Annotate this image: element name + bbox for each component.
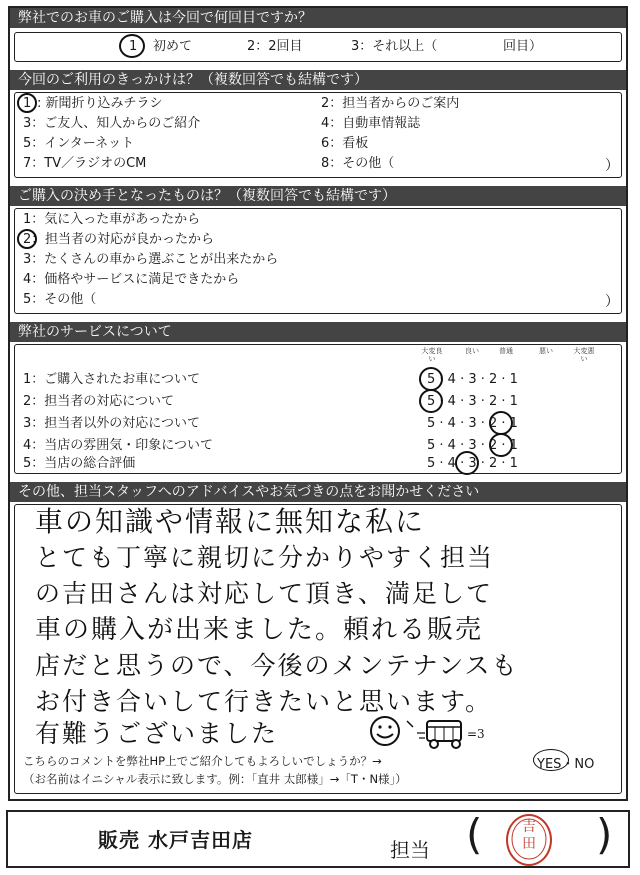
rating-scale[interactable]: 5 · 4 · 3 · 2 · 1 <box>427 394 518 409</box>
scale-label-very-bad: 大変悪い <box>573 347 595 363</box>
scale-label-average: 普通 <box>499 347 513 355</box>
scale-label-good: 良い <box>465 347 479 355</box>
section-deciding-factor-heading: ご購入の決め手となったものは？（複数回答でも結構です） <box>10 186 626 206</box>
footer-box <box>6 810 630 868</box>
section-service-heading: 弊社のサービスについて <box>10 322 626 342</box>
option-liked-car[interactable]: 1：気に入った車があったから <box>23 212 201 227</box>
option-price-service[interactable]: 4：価格やサービスに満足できたから <box>23 272 240 287</box>
option-car-magazine[interactable]: 4：自動車情報誌 <box>321 116 421 131</box>
option-first-time[interactable]: 初めて <box>153 39 193 54</box>
seal-text: 吉田 <box>522 819 536 852</box>
shop-name: 販売 水戸吉田店 <box>98 828 253 852</box>
selected-yes-circle <box>533 749 569 771</box>
rating-scale[interactable]: 5 · 4 · 3 · 2 · 1 <box>427 416 518 431</box>
section-purchase-count-heading: 弊社でのお車のご購入は今回で何回目ですか？ <box>10 8 626 28</box>
option-number: 2： <box>23 232 45 247</box>
rating-scale[interactable]: 5 · 4 · 3 · 2 · 1 <box>427 438 518 453</box>
deciding-factor-box <box>14 208 622 314</box>
selected-circle <box>119 34 145 58</box>
comments-box[interactable] <box>14 504 622 794</box>
rating-item-other-staff: 3：担当者以外の対応について <box>23 416 201 431</box>
close-paren: ） <box>605 294 619 310</box>
service-rating-box <box>14 344 622 474</box>
selected-circle-5 <box>419 367 443 391</box>
comment-line-5: 店だと思うので、今後のメンテナンスも <box>35 651 519 680</box>
selected-circle-4 <box>455 451 479 475</box>
staff-close-paren: ) <box>596 810 613 859</box>
option-second-time[interactable]: 2：2回目 <box>247 39 303 54</box>
rating-item-atmosphere: 4：当店の雰囲気・印象について <box>23 438 214 453</box>
comment-line-6: お付き合いして行きたいと思います。 <box>35 687 493 716</box>
staff-seal-stamp <box>506 814 552 866</box>
option-more[interactable]: 3：それ以上（ <box>351 39 438 54</box>
initial-display-note: （お名前はイニシャル表示に致します。例：「直井 太郎様」→「T・N様」） <box>23 772 407 786</box>
section-trigger-heading: 今回のご利用のきっかけは？（複数回答でも結構です） <box>10 70 626 90</box>
purchase-count-box <box>14 32 622 62</box>
close-paren: ） <box>605 158 619 174</box>
option-internet[interactable]: 5：インターネット <box>23 136 135 151</box>
smiley-car-doodle-icon <box>367 713 517 753</box>
staff-open-paren: ( <box>466 810 483 859</box>
comment-line-1: 車の知識や情報に無知な私に <box>35 505 426 538</box>
trigger-box <box>14 92 622 178</box>
scale-label-very-good: 大変良い <box>421 347 443 363</box>
option-staff-guidance[interactable]: 2：担当者からのご案内 <box>321 96 460 111</box>
rating-scale[interactable]: 5 · 4 · 3 · 2 · 1 <box>427 372 518 387</box>
selected-circle-3 <box>489 433 513 457</box>
rating-item-staff: 2：担当者の対応について <box>23 394 175 409</box>
option-newspaper-flyer[interactable]: : 新聞折り込みチラシ <box>37 96 163 111</box>
comment-line-3: の吉田さんは対応して頂き、満足して <box>35 579 494 608</box>
staff-label: 担当 <box>390 838 430 862</box>
comment-line-7: 有難うございました <box>35 719 279 748</box>
doodle-puff-text: =3 <box>467 727 485 741</box>
option-signboard[interactable]: 6：看板 <box>321 136 369 151</box>
selected-circle <box>17 93 37 113</box>
option-more-count: 回目） <box>503 39 543 54</box>
option-other[interactable]: 5：その他（ <box>23 292 97 307</box>
selected-circle <box>17 229 37 249</box>
rating-item-car: 1：ご購入されたお車について <box>23 372 201 387</box>
option-tv-radio[interactable]: 7：TV／ラジオのCM <box>23 156 147 171</box>
option-referral[interactable]: 3：ご友人、知人からのご紹介 <box>23 116 201 131</box>
hp-permission-question: こちらのコメントを弊社HP上でご紹介してもよろしいでしょうか？→ <box>23 754 382 768</box>
option-many-cars[interactable]: 3：たくさんの車から選ぶことが出来たから <box>23 252 279 267</box>
section-comments-heading: その他、担当スタッフへのアドバイスやお気づきの点をお聞かせください <box>10 482 626 502</box>
rating-item-overall: 5：当店の総合評価 <box>23 456 136 471</box>
survey-form <box>8 6 628 801</box>
scale-label-bad: 悪い <box>539 347 553 355</box>
comment-line-4: 車の購入が出来ました。頼れる販売 <box>35 615 484 645</box>
comment-line-2: とても丁寧に親切に分かりやすく担当 <box>35 543 495 572</box>
option-number: 1 <box>23 96 32 111</box>
selected-circle-5 <box>419 389 443 413</box>
selected-circle-3 <box>489 411 513 435</box>
option-good-staff[interactable]: 担当者の対応が良かったから <box>45 232 215 247</box>
rating-scale[interactable]: 5 · 4 · 3 · 2 · 1 <box>427 456 518 471</box>
option-other[interactable]: 8：その他（ <box>321 156 395 171</box>
hp-permission-yes-no[interactable]: YES・NO <box>537 757 595 772</box>
option-first-time-number[interactable]: 1 <box>129 39 138 54</box>
